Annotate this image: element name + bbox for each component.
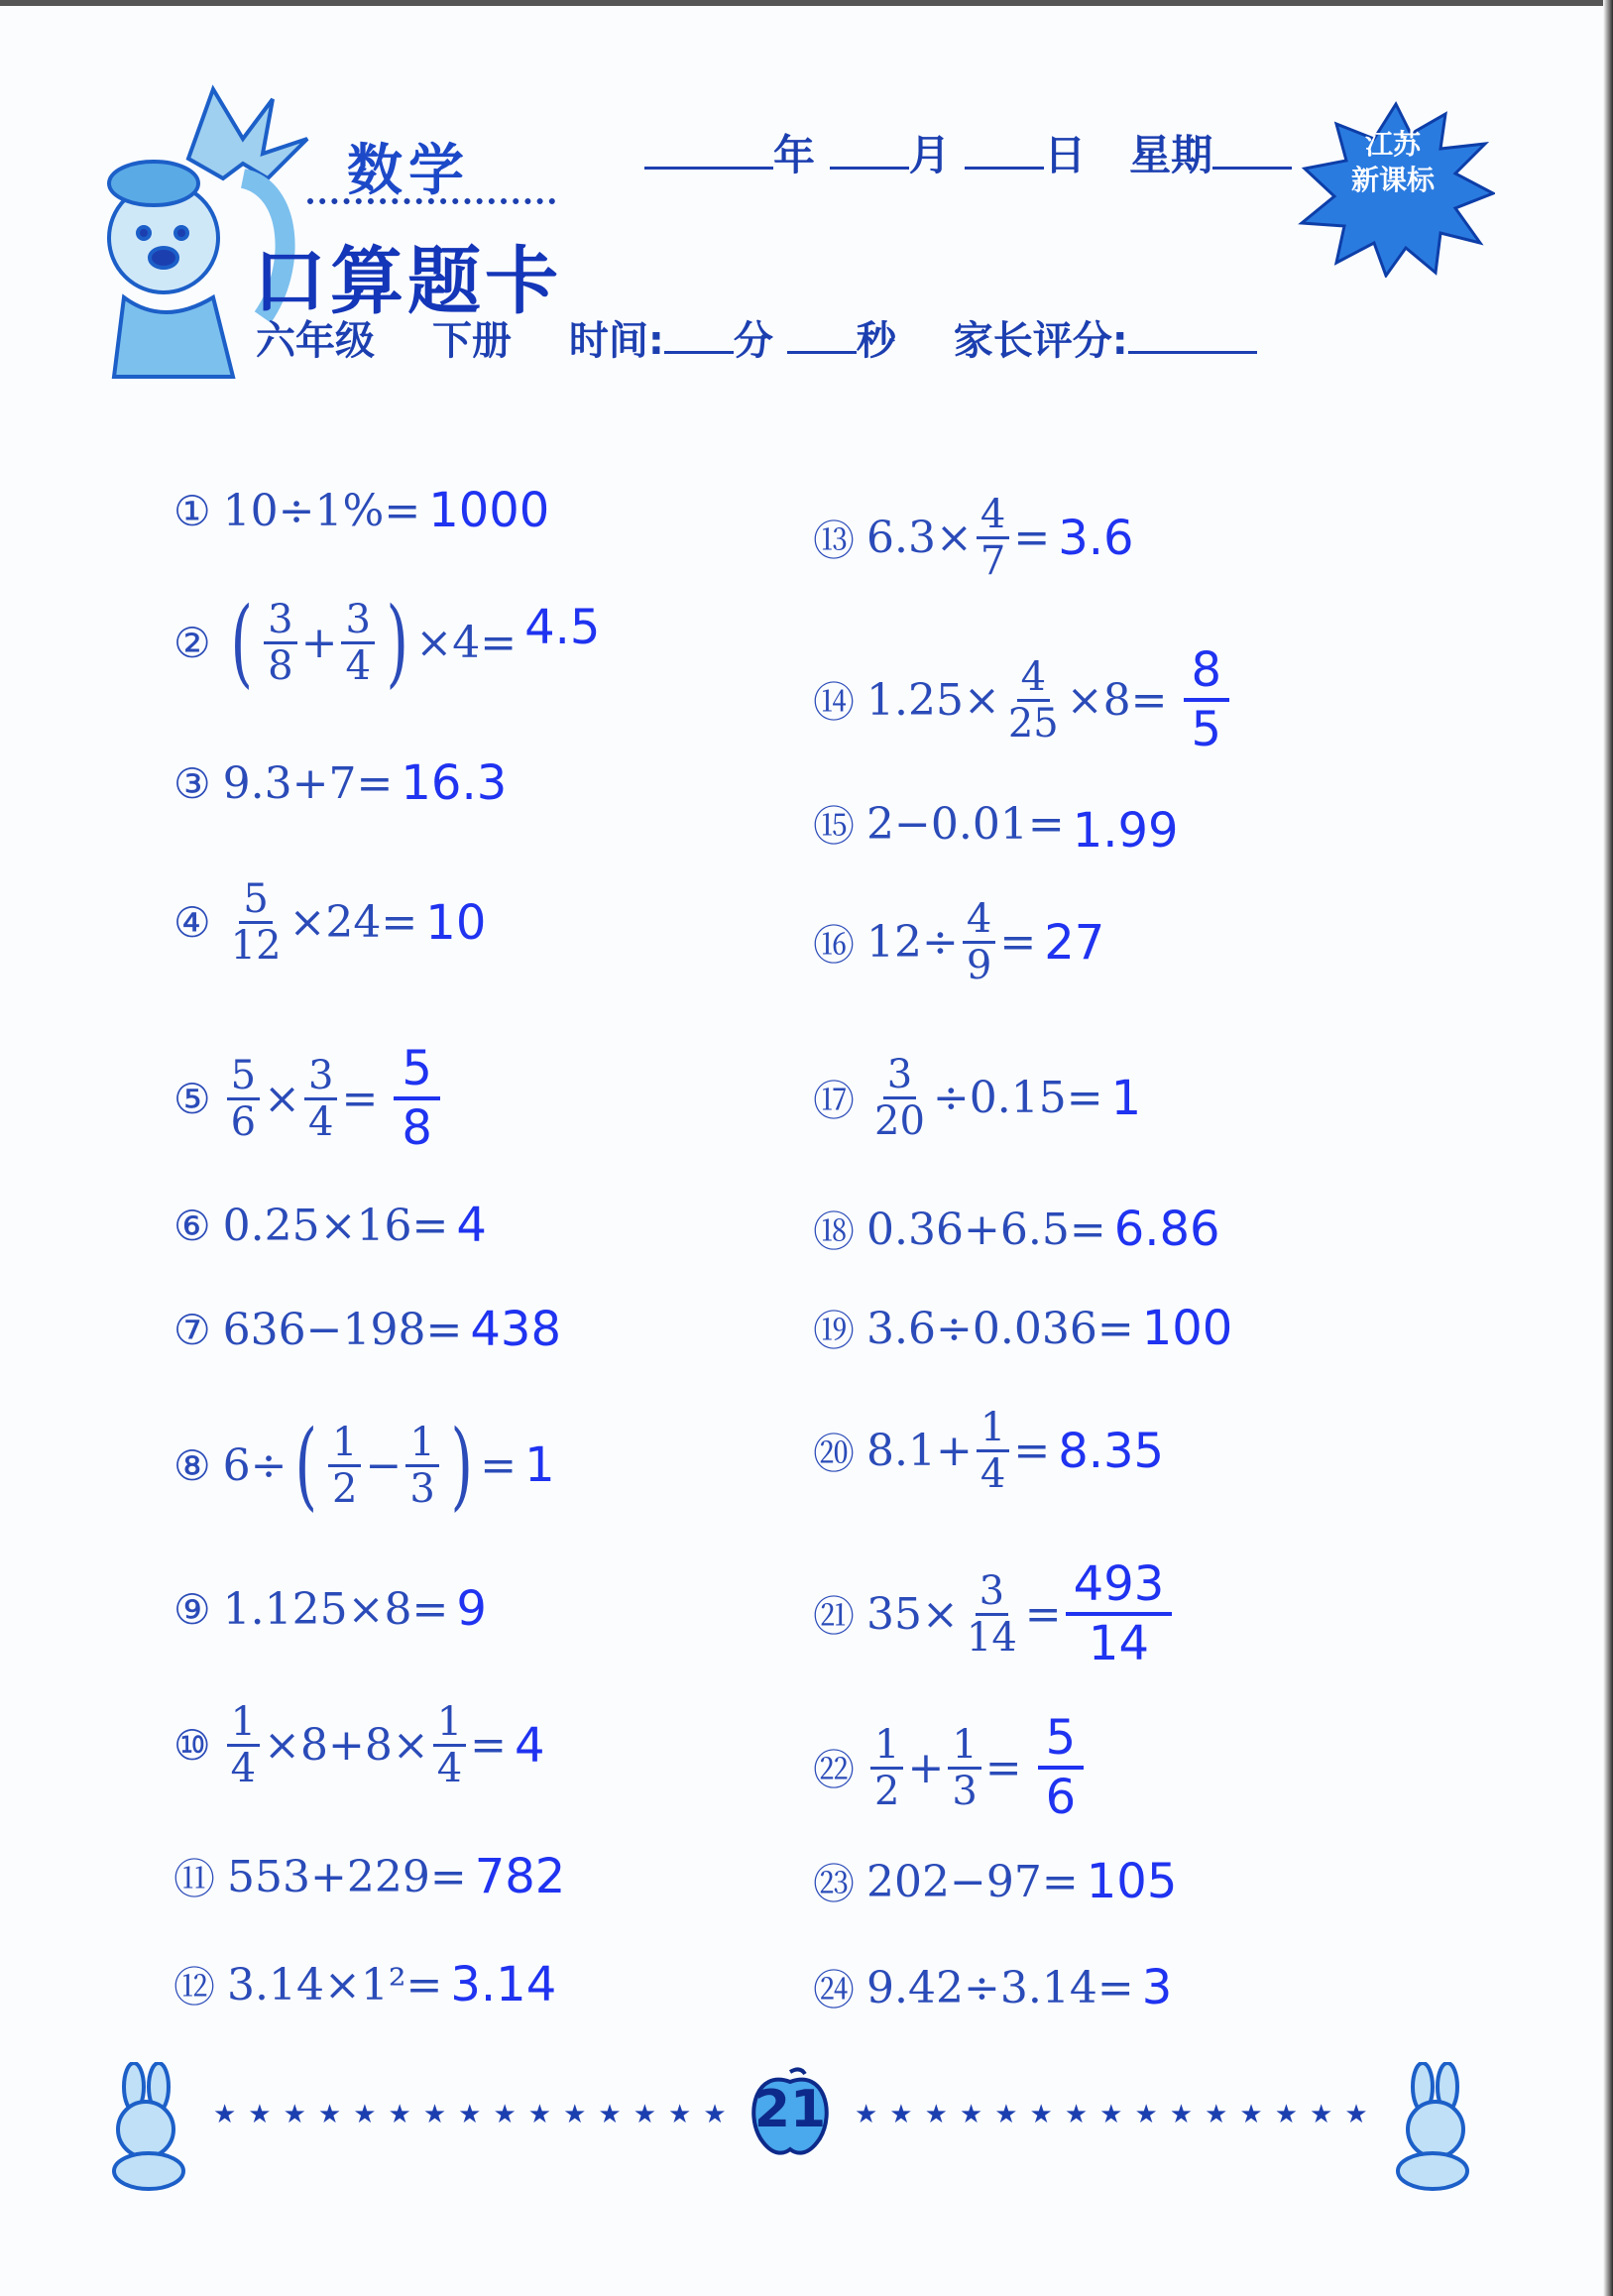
weekday-label: 星期 bbox=[1129, 131, 1213, 179]
handwritten-answer: 1 bbox=[1110, 1070, 1142, 1126]
problem-24 bbox=[813, 1958, 1172, 2017]
handwritten-answer: 8.35 bbox=[1058, 1423, 1165, 1479]
problem-4 bbox=[173, 877, 486, 968]
problem-15 bbox=[813, 789, 1179, 859]
year-label: 年 bbox=[773, 131, 816, 179]
problem-23 bbox=[813, 1852, 1177, 1911]
problem-number: ⑩ bbox=[173, 1721, 211, 1770]
fraction bbox=[1004, 655, 1063, 746]
problem-3 bbox=[173, 755, 507, 811]
problem-number: ④ bbox=[173, 898, 211, 947]
fraction bbox=[433, 1700, 466, 1790]
denominator: 9 bbox=[966, 943, 992, 988]
problem-expression: 10÷1%= bbox=[222, 485, 421, 536]
fraction bbox=[870, 1723, 903, 1813]
fraction bbox=[963, 897, 995, 987]
fraction bbox=[341, 598, 374, 688]
problem-expression: = bbox=[1024, 1588, 1062, 1640]
scan-right-edge bbox=[1603, 0, 1613, 2296]
denominator: 25 bbox=[1007, 700, 1059, 746]
problem-expression: 553+229= bbox=[227, 1851, 467, 1902]
problem-expression: 3.14×1²= bbox=[227, 1959, 443, 2010]
problem-11 bbox=[173, 1847, 565, 1906]
problem-expression: 6÷ bbox=[222, 1439, 288, 1491]
problem-1 bbox=[173, 483, 549, 538]
problem-expression: 6.3× bbox=[866, 513, 973, 563]
numerator: 3 bbox=[883, 1053, 916, 1099]
problem-21 bbox=[813, 1556, 1172, 1671]
handwritten-answer: 3 bbox=[1141, 1960, 1173, 2015]
numerator: 4 bbox=[977, 493, 1009, 539]
fraction bbox=[227, 1054, 260, 1144]
problem-number: ⑳ bbox=[813, 1429, 856, 1478]
handwritten-fraction-answer bbox=[1184, 642, 1230, 757]
numerator: 1 bbox=[328, 1421, 361, 1467]
denominator: 4 bbox=[345, 642, 371, 689]
problem-7 bbox=[173, 1302, 561, 1357]
problem-expression: 0.36+6.5= bbox=[866, 1204, 1106, 1255]
handwritten-answer: 1000 bbox=[428, 483, 550, 538]
problem-expression: 636−198= bbox=[222, 1304, 463, 1355]
answer-denominator: 6 bbox=[1045, 1770, 1077, 1825]
problem-expression: = bbox=[999, 917, 1037, 968]
second-label: 秒 bbox=[856, 318, 896, 364]
handwritten-answer: 16.3 bbox=[401, 755, 508, 811]
denominator: 3 bbox=[952, 1768, 978, 1814]
problem-12 bbox=[173, 1955, 556, 2014]
left-paren: ( bbox=[294, 1410, 317, 1521]
problem-number: ⑮ bbox=[813, 802, 856, 851]
problem-8 bbox=[173, 1410, 555, 1521]
answer-numerator: 8 bbox=[1184, 642, 1230, 702]
minute-blank[interactable] bbox=[664, 313, 734, 354]
problem-expression: 35× bbox=[866, 1588, 959, 1640]
handwritten-answer: 27 bbox=[1044, 914, 1105, 971]
problem-20 bbox=[813, 1406, 1164, 1496]
problem-5 bbox=[173, 1041, 440, 1156]
problem-expression: 0.25×16= bbox=[222, 1200, 449, 1251]
second-blank[interactable] bbox=[787, 313, 857, 354]
problem-number: ① bbox=[173, 486, 211, 535]
denominator: 2 bbox=[874, 1768, 900, 1814]
dotted-underline bbox=[307, 198, 555, 204]
numerator: 3 bbox=[264, 598, 296, 644]
handwritten-answer: 3.14 bbox=[450, 1957, 557, 2012]
right-paren: ) bbox=[386, 587, 408, 698]
numerator: 3 bbox=[341, 598, 374, 644]
numerator: 3 bbox=[304, 1054, 337, 1100]
badge-text bbox=[1328, 127, 1457, 198]
problem-expression: 9.42÷3.14= bbox=[866, 1962, 1134, 2013]
fraction bbox=[227, 877, 286, 968]
problem-expression: ×4= bbox=[415, 617, 518, 668]
problem-number: ⑯ bbox=[813, 920, 856, 970]
problem-expression: 2−0.01= bbox=[866, 798, 1065, 850]
numerator: 1 bbox=[870, 1723, 903, 1770]
problem-number: ⑪ bbox=[173, 1855, 216, 1903]
problem-number: ⑧ bbox=[173, 1440, 211, 1490]
handwritten-fraction-answer bbox=[1038, 1710, 1085, 1825]
problem-13 bbox=[813, 493, 1134, 583]
day-label: 日 bbox=[1044, 131, 1087, 179]
fraction bbox=[264, 598, 296, 688]
page-number: 21 bbox=[753, 2080, 827, 2139]
denominator: 12 bbox=[230, 923, 282, 969]
numerator: 1 bbox=[227, 1700, 260, 1747]
weekday-blank[interactable] bbox=[1212, 129, 1292, 170]
answer-denominator: 8 bbox=[402, 1100, 432, 1156]
numerator: 5 bbox=[227, 1054, 260, 1100]
bunny-left-icon bbox=[94, 2062, 203, 2191]
grade-label: 六年级 bbox=[256, 318, 375, 364]
problem-9 bbox=[173, 1581, 487, 1637]
problem-18 bbox=[813, 1200, 1220, 1259]
problem-expression: ÷0.15= bbox=[932, 1073, 1103, 1123]
handwritten-answer: 3.6 bbox=[1058, 510, 1134, 566]
problem-14 bbox=[813, 642, 1229, 757]
problem-number: ⑤ bbox=[173, 1074, 211, 1123]
problem-expression: 12÷ bbox=[866, 917, 959, 968]
fraction bbox=[328, 1421, 361, 1511]
badge-line2: 新课标 bbox=[1350, 164, 1435, 196]
problem-expression: 1.125×8= bbox=[222, 1583, 449, 1635]
handwritten-answer: 4.5 bbox=[524, 600, 601, 655]
fraction bbox=[405, 1421, 438, 1511]
fraction bbox=[870, 1053, 929, 1143]
stars-right: ★★★★★★★★★★★★★★★ bbox=[855, 2100, 1380, 2129]
problem-19 bbox=[813, 1299, 1232, 1358]
day-blank[interactable] bbox=[965, 129, 1044, 170]
denominator: 4 bbox=[230, 1746, 257, 1791]
numerator: 1 bbox=[433, 1700, 466, 1747]
month-label: 月 bbox=[908, 131, 951, 179]
handwritten-fraction-answer bbox=[1066, 1556, 1173, 1671]
volume-label: 下册 bbox=[431, 318, 512, 364]
parent-score-label: 家长评分: bbox=[953, 318, 1128, 364]
denominator: 4 bbox=[979, 1451, 1006, 1497]
denominator: 2 bbox=[331, 1465, 358, 1512]
problem-expression: = bbox=[470, 1720, 508, 1771]
handwritten-answer: 100 bbox=[1141, 1301, 1233, 1356]
numerator: 3 bbox=[976, 1569, 1008, 1616]
denominator: 8 bbox=[268, 642, 293, 689]
bunny-right-icon bbox=[1378, 2062, 1487, 2191]
operator: + bbox=[907, 1742, 945, 1793]
problem-expression: = bbox=[480, 1439, 518, 1491]
problem-number: ⑥ bbox=[173, 1201, 211, 1250]
denominator: 3 bbox=[409, 1465, 435, 1512]
problem-number: ⑲ bbox=[813, 1307, 856, 1355]
info-line bbox=[256, 309, 1257, 366]
problem-expression: = bbox=[1013, 513, 1051, 563]
problem-expression: ×8+8× bbox=[264, 1720, 429, 1771]
problem-number: ⑦ bbox=[173, 1305, 211, 1354]
numerator: 1 bbox=[948, 1723, 980, 1770]
answer-denominator: 14 bbox=[1088, 1616, 1149, 1671]
problem-expression: ×24= bbox=[288, 897, 418, 948]
operator: + bbox=[300, 617, 338, 668]
problem-number: ② bbox=[173, 618, 211, 667]
minute-label: 分 bbox=[733, 318, 773, 364]
numerator: 1 bbox=[405, 1421, 438, 1467]
problem-22 bbox=[813, 1710, 1084, 1825]
problem-expression: = bbox=[984, 1742, 1022, 1793]
fraction bbox=[227, 1700, 260, 1790]
subject-title: 数学 bbox=[347, 139, 470, 203]
numerator: 4 bbox=[1017, 655, 1050, 702]
problem-10 bbox=[173, 1700, 545, 1790]
problem-expression: 3.6÷0.036= bbox=[866, 1303, 1134, 1354]
handwritten-answer: 782 bbox=[474, 1849, 566, 1904]
handwritten-fraction-answer bbox=[394, 1041, 440, 1156]
badge-line1: 江苏 bbox=[1364, 128, 1421, 161]
handwritten-answer: 105 bbox=[1086, 1854, 1178, 1909]
problem-expression: 202−97= bbox=[866, 1856, 1079, 1907]
right-paren: ) bbox=[450, 1410, 473, 1521]
year-blank[interactable] bbox=[644, 129, 773, 170]
answer-denominator: 5 bbox=[1191, 702, 1222, 757]
numerator: 1 bbox=[977, 1406, 1009, 1452]
denominator: 14 bbox=[966, 1614, 1017, 1661]
left-paren: ( bbox=[230, 587, 253, 698]
answer-numerator: 493 bbox=[1066, 1556, 1173, 1616]
handwritten-answer: 9 bbox=[456, 1581, 487, 1637]
fraction bbox=[948, 1723, 980, 1813]
problem-number: ⑱ bbox=[813, 1207, 856, 1256]
handwritten-answer: 438 bbox=[470, 1302, 561, 1357]
problem-expression: 9.3+7= bbox=[222, 757, 394, 809]
answer-numerator: 5 bbox=[1038, 1710, 1085, 1770]
problem-number: ⑰ bbox=[813, 1076, 856, 1125]
denominator: 6 bbox=[230, 1098, 257, 1145]
problem-number: ㉔ bbox=[813, 1966, 856, 2014]
problem-number: ③ bbox=[173, 758, 211, 808]
problem-number: ⑨ bbox=[173, 1584, 211, 1634]
problem-number: ⑬ bbox=[813, 516, 856, 565]
problem-expression: ×8= bbox=[1066, 674, 1168, 726]
time-label: 时间: bbox=[568, 318, 664, 364]
problem-expression: = bbox=[1013, 1426, 1051, 1476]
handwritten-answer: 1 bbox=[524, 1437, 555, 1493]
problem-6 bbox=[173, 1198, 487, 1253]
operator: − bbox=[365, 1439, 403, 1491]
numerator: 5 bbox=[239, 877, 272, 924]
month-blank[interactable] bbox=[830, 129, 909, 170]
handwritten-answer: 4 bbox=[456, 1198, 487, 1253]
handwritten-answer: 6.86 bbox=[1113, 1202, 1220, 1257]
denominator: 7 bbox=[979, 538, 1006, 584]
problem-16 bbox=[813, 897, 1104, 987]
fraction bbox=[977, 1406, 1009, 1496]
fraction bbox=[304, 1054, 337, 1144]
problem-number: ㉑ bbox=[813, 1592, 856, 1641]
denominator: 4 bbox=[436, 1746, 463, 1791]
parent-score-blank[interactable] bbox=[1128, 313, 1257, 354]
operator: × bbox=[264, 1073, 300, 1124]
problem-expression: 1.25× bbox=[866, 674, 1000, 726]
scan-top-edge bbox=[0, 0, 1613, 6]
handwritten-answer: 10 bbox=[425, 894, 487, 951]
answer-numerator: 5 bbox=[394, 1041, 440, 1100]
stars-left: ★★★★★★★★★★★★★★★ bbox=[213, 2100, 739, 2129]
handwritten-answer: 1.99 bbox=[1072, 803, 1179, 859]
problem-2 bbox=[173, 587, 601, 698]
problem-number: ⑭ bbox=[813, 678, 856, 727]
numerator: 4 bbox=[963, 897, 995, 944]
fraction bbox=[963, 1569, 1021, 1660]
problem-number: ㉓ bbox=[813, 1860, 856, 1908]
problem-number: ⑫ bbox=[173, 1963, 216, 2011]
problem-expression: = bbox=[341, 1073, 379, 1124]
problem-17 bbox=[813, 1053, 1141, 1143]
denominator: 4 bbox=[307, 1098, 334, 1145]
date-line bbox=[644, 123, 1292, 182]
problem-expression: 8.1+ bbox=[866, 1426, 973, 1476]
fraction bbox=[977, 493, 1009, 583]
denominator: 20 bbox=[874, 1098, 925, 1144]
card-title: 口算题卡 bbox=[253, 239, 562, 324]
handwritten-answer: 4 bbox=[515, 1717, 545, 1774]
problem-number: ㉒ bbox=[813, 1746, 856, 1794]
